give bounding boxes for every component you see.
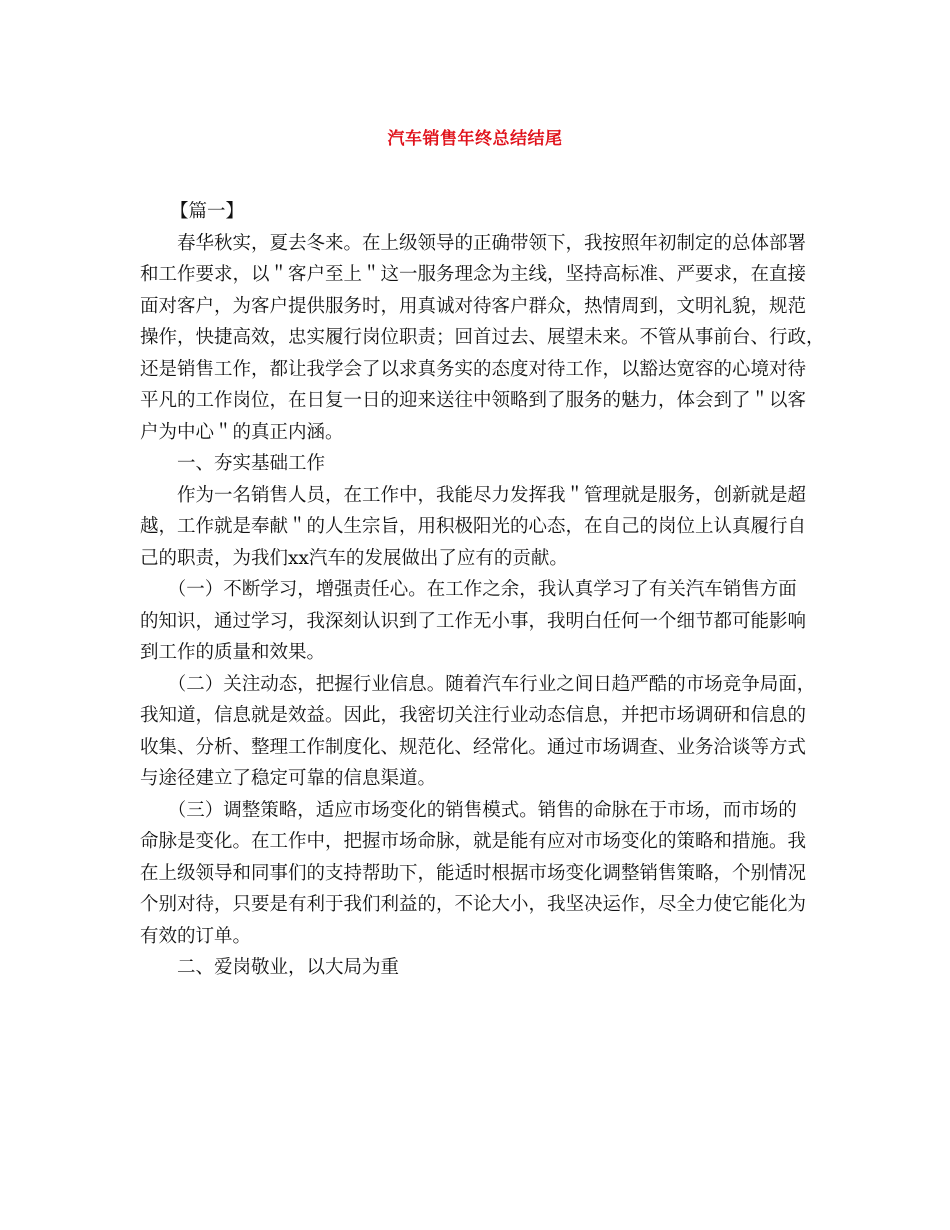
document-title: 汽车销售年终总结结尾 bbox=[387, 129, 563, 149]
paragraph-line: 我知道，信息就是效益。因此，我密切关注行业动态信息，并把市场调研和信息的 bbox=[140, 705, 807, 726]
paragraph-line: 的知识，通过学习，我深刻认识到了工作无小事，我明白任何一个细节都可能影响 bbox=[140, 610, 807, 632]
paragraph-line: 面对客户，为客户提供服务时，用真诚对待客户群众，热情周到，文明礼貌，规范 bbox=[140, 295, 807, 317]
section-heading: 二、爱岗敬业，以大局为重 bbox=[140, 957, 400, 978]
section-heading: 一、夯实基础工作 bbox=[140, 453, 326, 474]
paragraph-line: 个别对待，只要是有利于我们利益的，不论大小，我坚决运作，尽全力使它能化为 bbox=[140, 894, 807, 915]
paragraph-line: 己的职责，为我们xx汽车的发展做出了应有的贡献。 bbox=[140, 547, 568, 569]
paragraph-line: 还是销售工作，都让我学会了以求真务实的态度对待工作，以豁达宽容的心境对待 bbox=[140, 358, 807, 380]
paragraph-line: 有效的订单。 bbox=[140, 925, 252, 947]
paragraph-line: （一）不断学习，增强责任心。在工作之余，我认真学习了有关汽车销售方面 bbox=[140, 579, 797, 600]
document-body bbox=[140, 196, 825, 984]
paragraph-line: （二）关注动态，把握行业信息。随着汽车行业之间日趋严酷的市场竞争局面， bbox=[140, 673, 816, 695]
paragraph-line: 春华秋实，夏去冬来。在上级领导的正确带领下，我按照年初制定的总体部署 bbox=[140, 232, 807, 254]
paragraph-line: 平凡的工作岗位，在日复一日的迎来送往中领略到了服务的魅力，体会到了＂以客 bbox=[140, 390, 807, 411]
paragraph-line: 户为中心＂的真正内涵。 bbox=[140, 421, 344, 443]
paragraph-line: 与途径建立了稳定可靠的信息渠道。 bbox=[140, 768, 437, 789]
paragraph-line: 到工作的质量和效果。 bbox=[140, 642, 326, 663]
paragraph-line: 越，工作就是奉献＂的人生宗旨，用积极阳光的心态，在自己的岗位上认真履行自 bbox=[140, 516, 807, 537]
paragraph-line: 收集、分析、整理工作制度化、规范化、经常化。通过市场调查、业务洽谈等方式 bbox=[140, 736, 807, 758]
paragraph-line: 在上级领导和同事们的支持帮助下，能适时根据市场变化调整销售策略，个别情况 bbox=[140, 862, 807, 884]
paragraph-line: 和工作要求，以＂客户至上＂这一服务理念为主线，坚持高标准、严要求，在直接 bbox=[140, 264, 807, 285]
section-label: 【篇一】 bbox=[170, 201, 245, 222]
paragraph-line: 作为一名销售人员，在工作中，我能尽力发挥我＂管理就是服务，创新就是超 bbox=[140, 484, 807, 506]
paragraph-line: （三）调整策略，适应市场变化的销售模式。销售的命脉在于市场，而市场的 bbox=[140, 799, 797, 821]
paragraph-line: 操作，快捷高效，忠实履行岗位职责；回首过去、展望未来。不管从事前台、行政， bbox=[140, 327, 825, 348]
paragraph-line: 命脉是变化。在工作中，把握市场命脉，就是能有应对市场变化的策略和措施。我 bbox=[140, 831, 807, 852]
